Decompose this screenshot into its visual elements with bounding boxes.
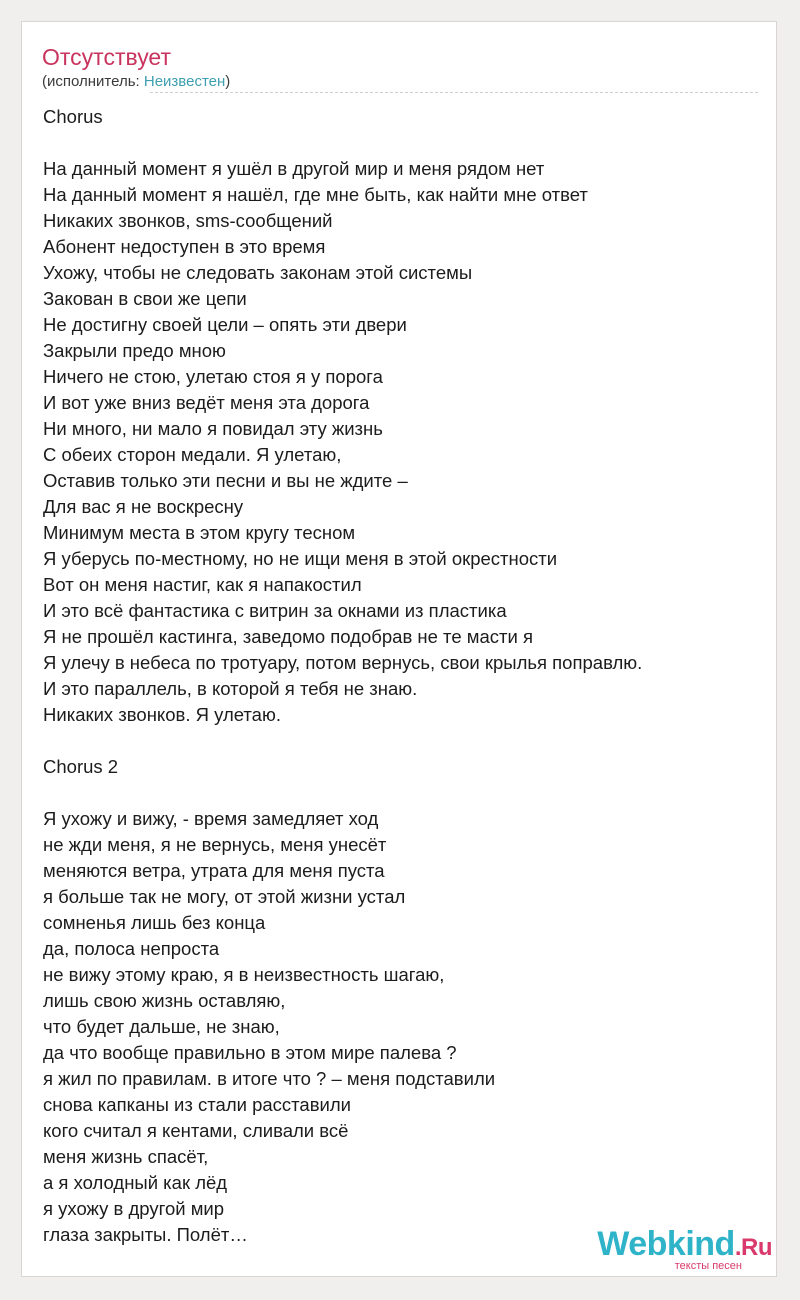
artist-line (42, 72, 230, 92)
lyric-line: Chorus (43, 106, 103, 127)
lyric-line: Ухожу, чтобы не следовать законам этой системы (43, 262, 473, 283)
lyric-line: Ничего не стою, улетаю стоя я у порога (43, 366, 383, 387)
lyric-line: Я не прошёл кастинга, заведомо подобрав не те масти я (43, 626, 533, 647)
lyric-line: Вот он меня настиг, как я напакостил (43, 574, 362, 595)
lyric-blank-line (43, 130, 763, 156)
lyric-line: Оставив только эти песни и вы не ждите – (43, 470, 408, 491)
lyric-line: На данный момент я нашёл, где мне быть, как найти мне ответ (43, 184, 588, 205)
lyric-line: Я улечу в небеса по тротуару, потом вернусь, свои крылья поправлю. (43, 652, 643, 673)
lyric-line: что будет дальше, не знаю, (43, 1016, 280, 1037)
site-logo[interactable] (572, 1224, 772, 1274)
lyric-line: Никаких звонков. Я улетаю. (43, 704, 281, 725)
lyric-line: Для вас я не воскресну (43, 496, 244, 517)
lyric-line: я ухожу в другой мир (43, 1198, 225, 1219)
lyric-line: И вот уже вниз ведёт меня эта дорога (43, 392, 370, 413)
lyric-line: да, полоса непроста (43, 938, 220, 959)
lyric-line: И это всё фантастика с витрин за окнами из пластика (43, 600, 507, 621)
lyric-line: меняются ветра, утрата для меня пуста (43, 860, 385, 881)
lyric-line: глаза закрыты. Полёт… (43, 1224, 248, 1245)
logo-tld: .Ru (734, 1234, 772, 1261)
lyric-line: а я холодный как лёд (43, 1172, 228, 1193)
lyric-line: Я ухожу и вижу, - время замедляет ход (43, 808, 379, 829)
lyric-line: И это параллель, в которой я тебя не знаю. (43, 678, 418, 699)
lyric-line: Минимум места в этом кругу тесном (43, 522, 356, 543)
lyric-line: Никаких звонков, sms-сообщений (43, 210, 333, 231)
lyric-line: не вижу этому краю, я в неизвестность шагаю, (43, 964, 445, 985)
lyric-blank-line (43, 780, 763, 806)
lyric-line: кого считал я кентами, сливали всё (43, 1120, 349, 1141)
lyric-line: не жди меня, я не вернусь, меня унесёт (43, 834, 387, 855)
artist-suffix: ) (225, 73, 231, 90)
lyric-line: да что вообще правильно в этом мире палева ? (43, 1042, 457, 1063)
artist-prefix: (исполнитель: (42, 73, 144, 90)
logo-name: Webkind (597, 1225, 735, 1263)
lyric-line: С обеих сторон медали. Я улетаю, (43, 444, 342, 465)
song-title: Отсутствует (42, 44, 171, 70)
lyric-blank-line (43, 728, 763, 754)
lyric-line: Закрыли предо мною (43, 340, 226, 361)
lyric-line: Абонент недоступен в это время (43, 236, 326, 257)
lyric-line: Я уберусь по-местному, но не ищи меня в этой окрестности (43, 548, 558, 569)
lyric-line: я больше так не могу, от этой жизни устал (43, 886, 406, 907)
lyric-line: Chorus 2 (43, 756, 119, 777)
lyric-line: Ни много, ни мало я повидал эту жизнь (43, 418, 383, 439)
lyric-line: лишь свою жизнь оставляю, (43, 990, 286, 1011)
lyric-line: я жил по правилам. в итоге что ? – меня подставили (43, 1068, 496, 1089)
lyric-line: снова капканы из стали расставили (43, 1094, 352, 1115)
artist-link[interactable]: Неизвестен (143, 73, 226, 90)
lyric-line: На данный момент я ушёл в другой мир и меня рядом нет (43, 158, 545, 179)
logo-tagline: тексты песен (674, 1260, 742, 1272)
lyrics-text (43, 104, 763, 1248)
lyric-line: меня жизнь спасёт, (43, 1146, 209, 1167)
lyric-line: Не достигну своей цели – опять эти двери (43, 314, 407, 335)
title-divider (150, 92, 758, 93)
lyric-line: сомненья лишь без конца (43, 912, 266, 933)
lyric-line: Закован в свои же цепи (43, 288, 247, 309)
